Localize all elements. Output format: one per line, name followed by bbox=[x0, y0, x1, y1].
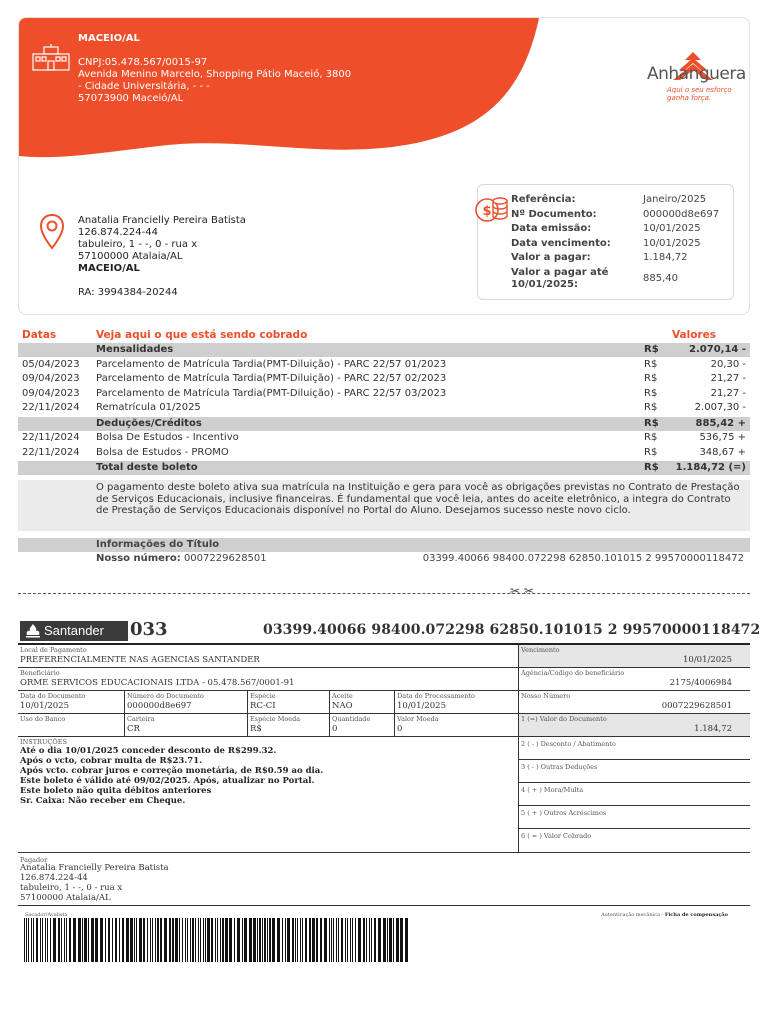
barcode-bar bbox=[28, 918, 29, 962]
logo-wordmark: Anhanguera bbox=[647, 64, 746, 84]
barcode-bar bbox=[400, 918, 403, 962]
instruction-line: Até o dia 10/01/2025 conceder desconto de R$299.32. bbox=[20, 746, 277, 756]
barcode-bar bbox=[234, 918, 235, 962]
barcode-bar bbox=[347, 918, 348, 962]
instruction-line: Este boleto é válido até 09/02/2025. Após, atualizar no Portal. bbox=[20, 776, 315, 786]
barcode-bar bbox=[287, 918, 290, 962]
barcode-bar bbox=[220, 918, 221, 962]
barcode-bar bbox=[42, 918, 43, 962]
barcode-bar bbox=[229, 918, 232, 962]
field-label: 1 (=) Valor do Documento bbox=[521, 715, 607, 723]
barcode-bar bbox=[115, 918, 117, 962]
barcode-bar bbox=[200, 918, 201, 962]
field-label: 2 ( - ) Desconto / Abatimento bbox=[521, 740, 616, 748]
barcode-bar bbox=[126, 918, 129, 962]
barcode-bar bbox=[352, 918, 353, 962]
carteira-cell bbox=[124, 714, 247, 737]
barcode-bar bbox=[195, 918, 196, 962]
barcode-bar bbox=[316, 918, 318, 962]
ref-label: Data emissão: bbox=[511, 223, 592, 234]
pagador-city: 57100000 Atalaia/AL bbox=[20, 893, 111, 903]
ref-value: 10/01/2025 bbox=[643, 238, 701, 249]
table-row bbox=[18, 372, 750, 386]
barcode-bar bbox=[78, 918, 81, 962]
aceite-cell bbox=[329, 691, 394, 714]
barcode-bar bbox=[211, 918, 213, 962]
pagador-name: Anatalia Francielly Pereira Batista bbox=[20, 863, 169, 873]
amount: 2.070,14 - bbox=[689, 344, 746, 355]
barcode-bar bbox=[95, 918, 98, 962]
ref-value: 885,40 bbox=[643, 273, 678, 284]
barcode-bar bbox=[157, 918, 159, 962]
barcode-bar bbox=[333, 918, 334, 962]
table-row bbox=[18, 387, 750, 401]
barcode-bar bbox=[389, 918, 392, 962]
barcode-bar bbox=[405, 918, 408, 962]
table-row bbox=[18, 431, 750, 445]
barcode-bar bbox=[130, 918, 133, 962]
barcode-bar bbox=[277, 918, 280, 962]
barcode-bar bbox=[217, 918, 218, 962]
barcode-bar bbox=[143, 918, 145, 962]
barcode-bar bbox=[88, 918, 89, 962]
barcode-bar bbox=[100, 918, 103, 962]
data-documento-cell bbox=[18, 691, 124, 714]
barcode-bar bbox=[61, 918, 62, 962]
barcode-bar bbox=[31, 918, 32, 962]
barcode-bar bbox=[272, 918, 275, 962]
numero-documento-value: 000000d8e697 bbox=[127, 701, 192, 711]
field-label: Local de Pagamento bbox=[20, 646, 87, 654]
total-label: Total deste boleto bbox=[96, 462, 198, 473]
barcode-bar bbox=[341, 918, 343, 962]
titulo-section-title: Informações do Título bbox=[18, 538, 750, 552]
barcode-bar bbox=[237, 918, 240, 962]
barcode-bar bbox=[136, 918, 137, 962]
coins-icon bbox=[474, 193, 508, 227]
local-pagamento-cell bbox=[18, 645, 518, 668]
section-deducoes bbox=[18, 417, 750, 431]
mora-multa-cell bbox=[518, 783, 750, 806]
barcode-bar bbox=[295, 918, 296, 962]
barcode-bar bbox=[164, 918, 167, 962]
especie-moeda-value: R$ bbox=[250, 724, 262, 734]
amount: 20,30 - bbox=[710, 359, 746, 370]
barcode-bar bbox=[203, 918, 204, 962]
especie-value: RC-CI bbox=[250, 701, 276, 711]
especie-moeda-cell bbox=[247, 714, 329, 737]
payer-address: tabuleiro, 1 - -, 0 - rua x bbox=[78, 239, 198, 250]
beneficiario-value: ORME SERVICOS EDUCACIONAIS LTDA - 05.478.567/0001-91 bbox=[20, 678, 295, 688]
barcode-bar bbox=[269, 918, 271, 962]
barcode-bar bbox=[108, 918, 110, 962]
field-label: Aceite bbox=[332, 692, 353, 700]
amount: 885,42 + bbox=[695, 418, 746, 429]
amount: 536,75 + bbox=[699, 432, 746, 443]
sacador-label: Sacador/Avalista bbox=[25, 912, 68, 918]
barcode-bar bbox=[336, 918, 337, 962]
santander-logo bbox=[20, 621, 128, 641]
nosso-numero-cell bbox=[518, 691, 750, 714]
field-label: Uso do Banco bbox=[20, 715, 66, 723]
barcode-bar bbox=[350, 918, 351, 962]
row-date: 05/04/2023 bbox=[22, 359, 80, 370]
instruction-line: Este boleto não quita débitos anteriores bbox=[20, 786, 212, 796]
field-label: 5 ( + ) Outros Acréscimos bbox=[521, 809, 607, 817]
barcode-bar bbox=[282, 918, 283, 962]
quantidade-value: 0 bbox=[332, 724, 338, 734]
nosso-numero-value: 0007229628501 bbox=[183, 553, 267, 564]
nosso-numero-value: 0007229628501 bbox=[661, 701, 732, 711]
campus-address-line3: 57073900 Maceió/AL bbox=[78, 93, 184, 104]
campus-cnpj: CNPJ:05.478.567/0015-97 bbox=[78, 57, 208, 68]
barcode-bar bbox=[119, 918, 120, 962]
instruction-line: Após vcto. cobrar juros e correção monetária, de R$0.59 ao dia. bbox=[20, 766, 324, 776]
barcode-bar bbox=[147, 918, 148, 962]
row-description: Parcelamento de Matrícula Tardia(PMT-Diluição) - PARC 22/57 03/2023 bbox=[96, 388, 447, 399]
header-values: Valores bbox=[672, 329, 716, 341]
payer-city: MACEIO/AL bbox=[78, 263, 140, 274]
barcode-bar bbox=[393, 918, 394, 962]
barcode-bar bbox=[253, 918, 256, 962]
aceite-value: NAO bbox=[332, 701, 353, 711]
data-documento-value: 10/01/2025 bbox=[20, 701, 69, 711]
header-orange-shape bbox=[19, 18, 750, 198]
field-label: Espécie bbox=[250, 692, 276, 700]
barcode-bar bbox=[47, 918, 48, 962]
row-description: Parcelamento de Matrícula Tardia(PMT-Diluição) - PARC 22/57 02/2023 bbox=[96, 373, 447, 384]
barcode-bar bbox=[73, 918, 76, 962]
nosso-numero-line bbox=[96, 552, 267, 566]
amount: 21,27 - bbox=[710, 388, 746, 399]
barcode-bar bbox=[33, 918, 34, 962]
barcode-bar bbox=[329, 918, 330, 962]
barcode-bar bbox=[249, 918, 252, 962]
valor-moeda-value: 0 bbox=[397, 724, 403, 734]
instructions-list bbox=[20, 746, 323, 806]
valor-documento-value: 1.184,72 bbox=[694, 724, 732, 734]
campus-city: MACEIO/AL bbox=[78, 33, 140, 44]
barcode-bar bbox=[160, 918, 162, 962]
barcode-bar bbox=[259, 918, 261, 962]
field-label: Beneficiário bbox=[20, 669, 60, 677]
barcode-bar bbox=[24, 918, 25, 962]
bank-code: 033 bbox=[130, 619, 168, 640]
valor-documento-cell bbox=[518, 714, 750, 737]
ref-value: Janeiro/2025 bbox=[643, 194, 707, 205]
barcode-bar bbox=[66, 918, 67, 962]
barcode-bar bbox=[175, 918, 178, 962]
barcode-bar bbox=[374, 918, 376, 962]
ref-label: Valor a pagar até 10/01/2025: bbox=[511, 267, 609, 290]
barcode-bar bbox=[355, 918, 356, 962]
barcode-bar bbox=[82, 918, 83, 962]
barcode-bar bbox=[366, 918, 367, 962]
enrollment-notice: O pagamento deste boleto ativa sua matrícula na Instituição e gera para você as obrigações previstas no Contrato de Prestação de Serviços Educacionais, inclusive financeiras. É fundamental que você leia, antes do aceite eletrônico, a integra do Contrato de Prestação de Serviços Educacionais disponível no Portal do Aluno. Desejamos sucesso neste novo ciclo. bbox=[18, 480, 750, 531]
barcode-bar bbox=[134, 918, 135, 962]
currency: R$ bbox=[644, 388, 658, 399]
campus-address-line2: - Cidade Universitária, - - - bbox=[78, 81, 210, 92]
ref-value: 1.184,72 bbox=[643, 252, 688, 263]
nosso-numero-label: Nosso número: bbox=[96, 553, 181, 564]
currency: R$ bbox=[644, 432, 658, 443]
barcode-bar bbox=[396, 918, 399, 962]
barcode-bar bbox=[40, 918, 41, 962]
ref-label: Data vencimento: bbox=[511, 238, 611, 249]
cut-line bbox=[18, 593, 750, 594]
barcode-bar bbox=[257, 918, 258, 962]
boleto-digitable-line[interactable]: 03399.40066 98400.072298 62850.101015 2 99570000118472 bbox=[263, 622, 761, 638]
field-label: Número do Documento bbox=[127, 692, 204, 700]
table-row bbox=[18, 401, 750, 415]
barcode-bar bbox=[225, 918, 228, 962]
barcode-bar bbox=[300, 918, 301, 962]
barcode-bar bbox=[244, 918, 247, 962]
digitable-line[interactable]: 03399.40066 98400.072298 62850.101015 2 99570000118472 bbox=[422, 553, 744, 564]
vencimento-cell bbox=[518, 645, 750, 668]
beneficiario-cell bbox=[18, 668, 518, 691]
uso-banco-cell bbox=[18, 714, 124, 737]
section-label: Deduções/Créditos bbox=[96, 418, 202, 429]
barcode-bar bbox=[152, 918, 153, 962]
barcode-bar bbox=[182, 918, 183, 962]
barcode-bar bbox=[378, 918, 381, 962]
currency: R$ bbox=[644, 418, 659, 429]
barcode-bar bbox=[309, 918, 311, 962]
row-description: Rematrícula 01/2025 bbox=[96, 402, 201, 413]
row-date: 09/04/2023 bbox=[22, 388, 80, 399]
barcode-bar bbox=[58, 918, 60, 962]
barcode-bar bbox=[292, 918, 294, 962]
numero-documento-cell bbox=[124, 691, 247, 714]
barcode-bar bbox=[64, 918, 65, 962]
barcode-bar bbox=[371, 918, 372, 962]
barcode-bar bbox=[262, 918, 263, 962]
currency: R$ bbox=[644, 462, 659, 473]
logo-tagline: Aqui o seu esforço ganha força. bbox=[667, 86, 732, 102]
barcode-bar bbox=[198, 918, 199, 962]
amount: 2.007,30 - bbox=[694, 402, 746, 413]
barcode-bar bbox=[331, 918, 332, 962]
ref-label: Valor a pagar: bbox=[511, 252, 591, 263]
barcode-bar bbox=[324, 918, 327, 962]
pagador-cpf: 126.874.224-44 bbox=[20, 873, 88, 883]
field-label: 6 ( = ) Valor Cobrado bbox=[521, 832, 592, 840]
barcode-bar bbox=[53, 918, 56, 962]
barcode-bar bbox=[345, 918, 346, 962]
instruction-line: Sr. Caixa: Não receber em Cheque. bbox=[20, 796, 186, 806]
local-pagamento-value: PREFERENCIALMENTE NAS AGENCIAS SANTANDER bbox=[20, 655, 260, 665]
barcode-bar bbox=[187, 918, 188, 962]
barcode-bar bbox=[312, 918, 315, 962]
payer-name: Anatalia Francielly Pereira Batista bbox=[78, 215, 246, 226]
reference-box bbox=[477, 184, 734, 300]
barcode-bar bbox=[179, 918, 180, 962]
agencia-value: 2175/4006984 bbox=[669, 678, 732, 688]
currency: R$ bbox=[644, 402, 658, 413]
barcode-bar bbox=[387, 918, 388, 962]
data-processamento-value: 10/01/2025 bbox=[397, 701, 446, 711]
payer-ra: RA: 3994384-20244 bbox=[78, 287, 178, 298]
barcode-bar bbox=[242, 918, 243, 962]
location-pin-icon bbox=[39, 213, 65, 251]
barcode-bar bbox=[267, 918, 268, 962]
total-amount: 1.184,72 (=) bbox=[675, 462, 746, 473]
institution-header bbox=[18, 17, 750, 315]
barcode-bar bbox=[363, 918, 365, 962]
barcode-bar bbox=[172, 918, 174, 962]
row-date: 22/11/2024 bbox=[22, 432, 80, 443]
outras-deducoes-cell bbox=[518, 760, 750, 783]
total-row bbox=[18, 461, 750, 475]
pagador-address: tabuleiro, 1 - -, 0 - rua x bbox=[20, 883, 123, 893]
field-label: Data do Processamento bbox=[397, 692, 475, 700]
table-row bbox=[18, 446, 750, 460]
barcode-bar bbox=[122, 918, 124, 962]
barcode-bar bbox=[369, 918, 370, 962]
carteira-value: CR bbox=[127, 724, 140, 734]
barcode-bar bbox=[207, 918, 210, 962]
section-label: Mensalidades bbox=[96, 344, 174, 355]
barcode-bar bbox=[112, 918, 113, 962]
barcode-bar bbox=[305, 918, 307, 962]
scissors-icon: ✂ ✂ bbox=[510, 584, 534, 598]
vencimento-value: 10/01/2025 bbox=[683, 655, 732, 665]
barcode-bar bbox=[185, 918, 186, 962]
currency: R$ bbox=[644, 359, 658, 370]
field-label: Data do Documento bbox=[20, 692, 86, 700]
field-label: Agência/Código do beneficiário bbox=[521, 669, 625, 677]
row-description: Bolsa de Estudos - PROMO bbox=[96, 447, 229, 458]
outros-acrescimos-cell bbox=[518, 806, 750, 829]
barcode-bar bbox=[383, 918, 386, 962]
field-label: Nosso Número bbox=[521, 692, 571, 700]
header-description: Veja aqui o que está sendo cobrado bbox=[96, 329, 308, 341]
barcode-bar bbox=[190, 918, 191, 962]
building-icon bbox=[31, 44, 71, 72]
valor-cobrado-cell bbox=[518, 829, 750, 853]
barcode-bar bbox=[169, 918, 171, 962]
barcode-bar bbox=[320, 918, 322, 962]
barcode-bar bbox=[50, 918, 51, 962]
field-label: 3 ( - ) Outras Deduções bbox=[521, 763, 598, 771]
row-date: 09/04/2023 bbox=[22, 373, 80, 384]
barcode-bar bbox=[91, 918, 94, 962]
barcode-bar bbox=[150, 918, 151, 962]
barcode-bar bbox=[45, 918, 46, 962]
barcode-bar bbox=[264, 918, 266, 962]
field-label: INSTRUÇÕES bbox=[20, 738, 67, 746]
barcode-bar bbox=[192, 918, 194, 962]
ref-value: 10/01/2025 bbox=[643, 223, 701, 234]
table-header bbox=[18, 328, 750, 342]
barcode-bar bbox=[205, 918, 206, 962]
svg-text:$: $ bbox=[482, 204, 492, 219]
valor-moeda-cell bbox=[394, 714, 518, 737]
amount: 21,27 - bbox=[710, 373, 746, 384]
field-label: Valor Moeda bbox=[397, 715, 439, 723]
ficha-compensacao-text: Ficha de compensação bbox=[664, 912, 728, 918]
field-label: Vencimento bbox=[521, 646, 560, 654]
row-date: 22/11/2024 bbox=[22, 402, 80, 413]
barcode-bar bbox=[36, 918, 38, 962]
agencia-cell bbox=[518, 668, 750, 691]
autenticacao-text: Autenticação mecânica - bbox=[601, 912, 664, 918]
field-label: Carteira bbox=[127, 715, 155, 723]
row-description: Parcelamento de Matrícula Tardia(PMT-Diluição) - PARC 22/57 01/2023 bbox=[96, 359, 447, 370]
data-processamento-cell bbox=[394, 691, 518, 714]
barcode-bar bbox=[358, 918, 361, 962]
barcode-bar bbox=[105, 918, 106, 962]
currency: R$ bbox=[644, 344, 659, 355]
autenticacao-label bbox=[601, 912, 728, 918]
barcode-bar bbox=[84, 918, 87, 962]
barcode-bar bbox=[338, 918, 339, 962]
amount: 348,67 + bbox=[699, 447, 746, 458]
header-dates: Datas bbox=[22, 329, 57, 341]
payer-cep-city: 57100000 Atalaia/AL bbox=[78, 251, 183, 262]
row-description: Bolsa De Estudos - Incentivo bbox=[96, 432, 239, 443]
barcode bbox=[24, 918, 408, 962]
bank-name: Santander bbox=[44, 623, 104, 638]
pagador-label: Pagador bbox=[20, 856, 48, 864]
field-label: 4 ( + ) Mora/Multa bbox=[521, 786, 584, 794]
barcode-bar bbox=[302, 918, 303, 962]
barcode-bar bbox=[155, 918, 156, 962]
campus-address-line1: Avenida Menino Marcelo, Shopping Pátio Maceió, 3800 bbox=[78, 69, 352, 80]
ref-value: 000000d8e697 bbox=[643, 209, 720, 220]
row-date: 22/11/2024 bbox=[22, 447, 80, 458]
barcode-bar bbox=[215, 918, 216, 962]
barcode-bar bbox=[139, 918, 142, 962]
barcode-bar bbox=[26, 918, 27, 962]
santander-flame-icon bbox=[25, 624, 41, 638]
boleto-bottom-rule bbox=[18, 905, 750, 906]
section-mensalidades bbox=[18, 343, 750, 357]
barcode-bar bbox=[69, 918, 71, 962]
currency: R$ bbox=[644, 373, 658, 384]
payer-cpf: 126.874.224-44 bbox=[78, 227, 158, 238]
instruction-line: Após o vcto, cobrar multa de R$23.71. bbox=[20, 756, 203, 766]
barcode-bar bbox=[297, 918, 298, 962]
ref-label: Nº Documento: bbox=[511, 209, 597, 220]
barcode-bar bbox=[222, 918, 224, 962]
field-label: Quantidade bbox=[332, 715, 371, 723]
barcode-bar bbox=[285, 918, 286, 962]
currency: R$ bbox=[644, 447, 658, 458]
field-label: Espécie Moeda bbox=[250, 715, 301, 723]
desconto-cell bbox=[518, 737, 750, 760]
quantidade-cell bbox=[329, 714, 394, 737]
especie-cell bbox=[247, 691, 329, 714]
ref-label: Referência: bbox=[511, 194, 576, 205]
table-row bbox=[18, 358, 750, 372]
